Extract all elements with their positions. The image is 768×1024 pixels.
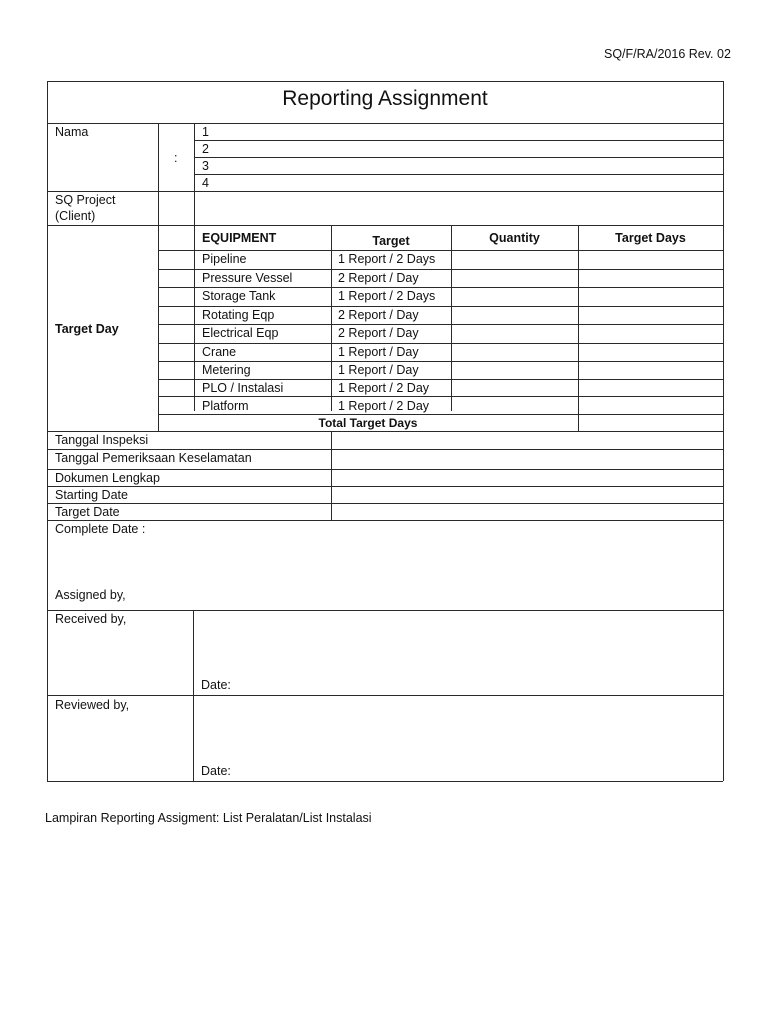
starting-date-label: Starting Date <box>55 488 128 502</box>
target-row: 2 Report / Day <box>338 271 419 285</box>
form-title: Reporting Assignment <box>282 87 488 110</box>
attachment-note: Lampiran Reporting Assigment: List Peralatan/List Instalasi <box>45 811 372 825</box>
equipment-row: Platform <box>202 399 249 413</box>
target-row: 1 Report / 2 Days <box>338 252 436 266</box>
quantity-header: Quantity <box>489 231 540 245</box>
equipment-row: Pipeline <box>202 252 247 266</box>
nama-row-3: 3 <box>202 159 209 173</box>
equipment-row: Pressure Vessel <box>202 271 293 285</box>
target-row: 1 Report / Day <box>338 363 419 377</box>
tanggal-pemeriksaan-label: Tanggal Pemeriksaan Keselamatan <box>55 451 252 465</box>
project-client-label: (Client) <box>55 209 96 223</box>
target-row: 1 Report / 2 Day <box>338 381 430 395</box>
tanggal-inspeksi-label: Tanggal Inspeksi <box>55 433 149 447</box>
nama-colon: : <box>174 151 178 165</box>
equipment-row: Metering <box>202 363 251 377</box>
assigned-by-label: Assigned by, <box>55 588 126 602</box>
document-code: SQ/F/RA/2016 Rev. 02 <box>604 47 731 61</box>
reviewed-date-label: Date: <box>201 764 231 778</box>
target-date-label: Target Date <box>55 505 120 519</box>
target-header: Target <box>372 234 410 248</box>
target-days-header: Target Days <box>615 231 686 245</box>
received-by-label: Received by, <box>55 612 127 626</box>
target-day-label: Target Day <box>55 322 119 336</box>
project-label: SQ Project <box>55 193 116 207</box>
reviewed-by-label: Reviewed by, <box>55 698 130 712</box>
equipment-row: Storage Tank <box>202 289 276 303</box>
target-row: 1 Report / 2 Day <box>338 399 430 413</box>
nama-row-4: 4 <box>202 176 209 190</box>
equipment-header: EQUIPMENT <box>202 231 277 245</box>
equipment-row: Electrical Eqp <box>202 326 279 340</box>
total-target-days-label: Total Target Days <box>318 416 418 430</box>
nama-label: Nama <box>55 125 89 139</box>
equipment-row: PLO / Instalasi <box>202 381 284 395</box>
nama-row-1: 1 <box>202 125 209 139</box>
target-row: 1 Report / Day <box>338 345 419 359</box>
target-row: 2 Report / Day <box>338 326 419 340</box>
equipment-row: Rotating Eqp <box>202 308 275 322</box>
target-row: 1 Report / 2 Days <box>338 289 436 303</box>
equipment-row: Crane <box>202 345 237 359</box>
dokumen-lengkap-label: Dokumen Lengkap <box>55 471 160 485</box>
nama-row-2: 2 <box>202 142 209 156</box>
target-row: 2 Report / Day <box>338 308 419 322</box>
complete-date-label: Complete Date : <box>55 522 146 536</box>
received-date-label: Date: <box>201 678 231 692</box>
